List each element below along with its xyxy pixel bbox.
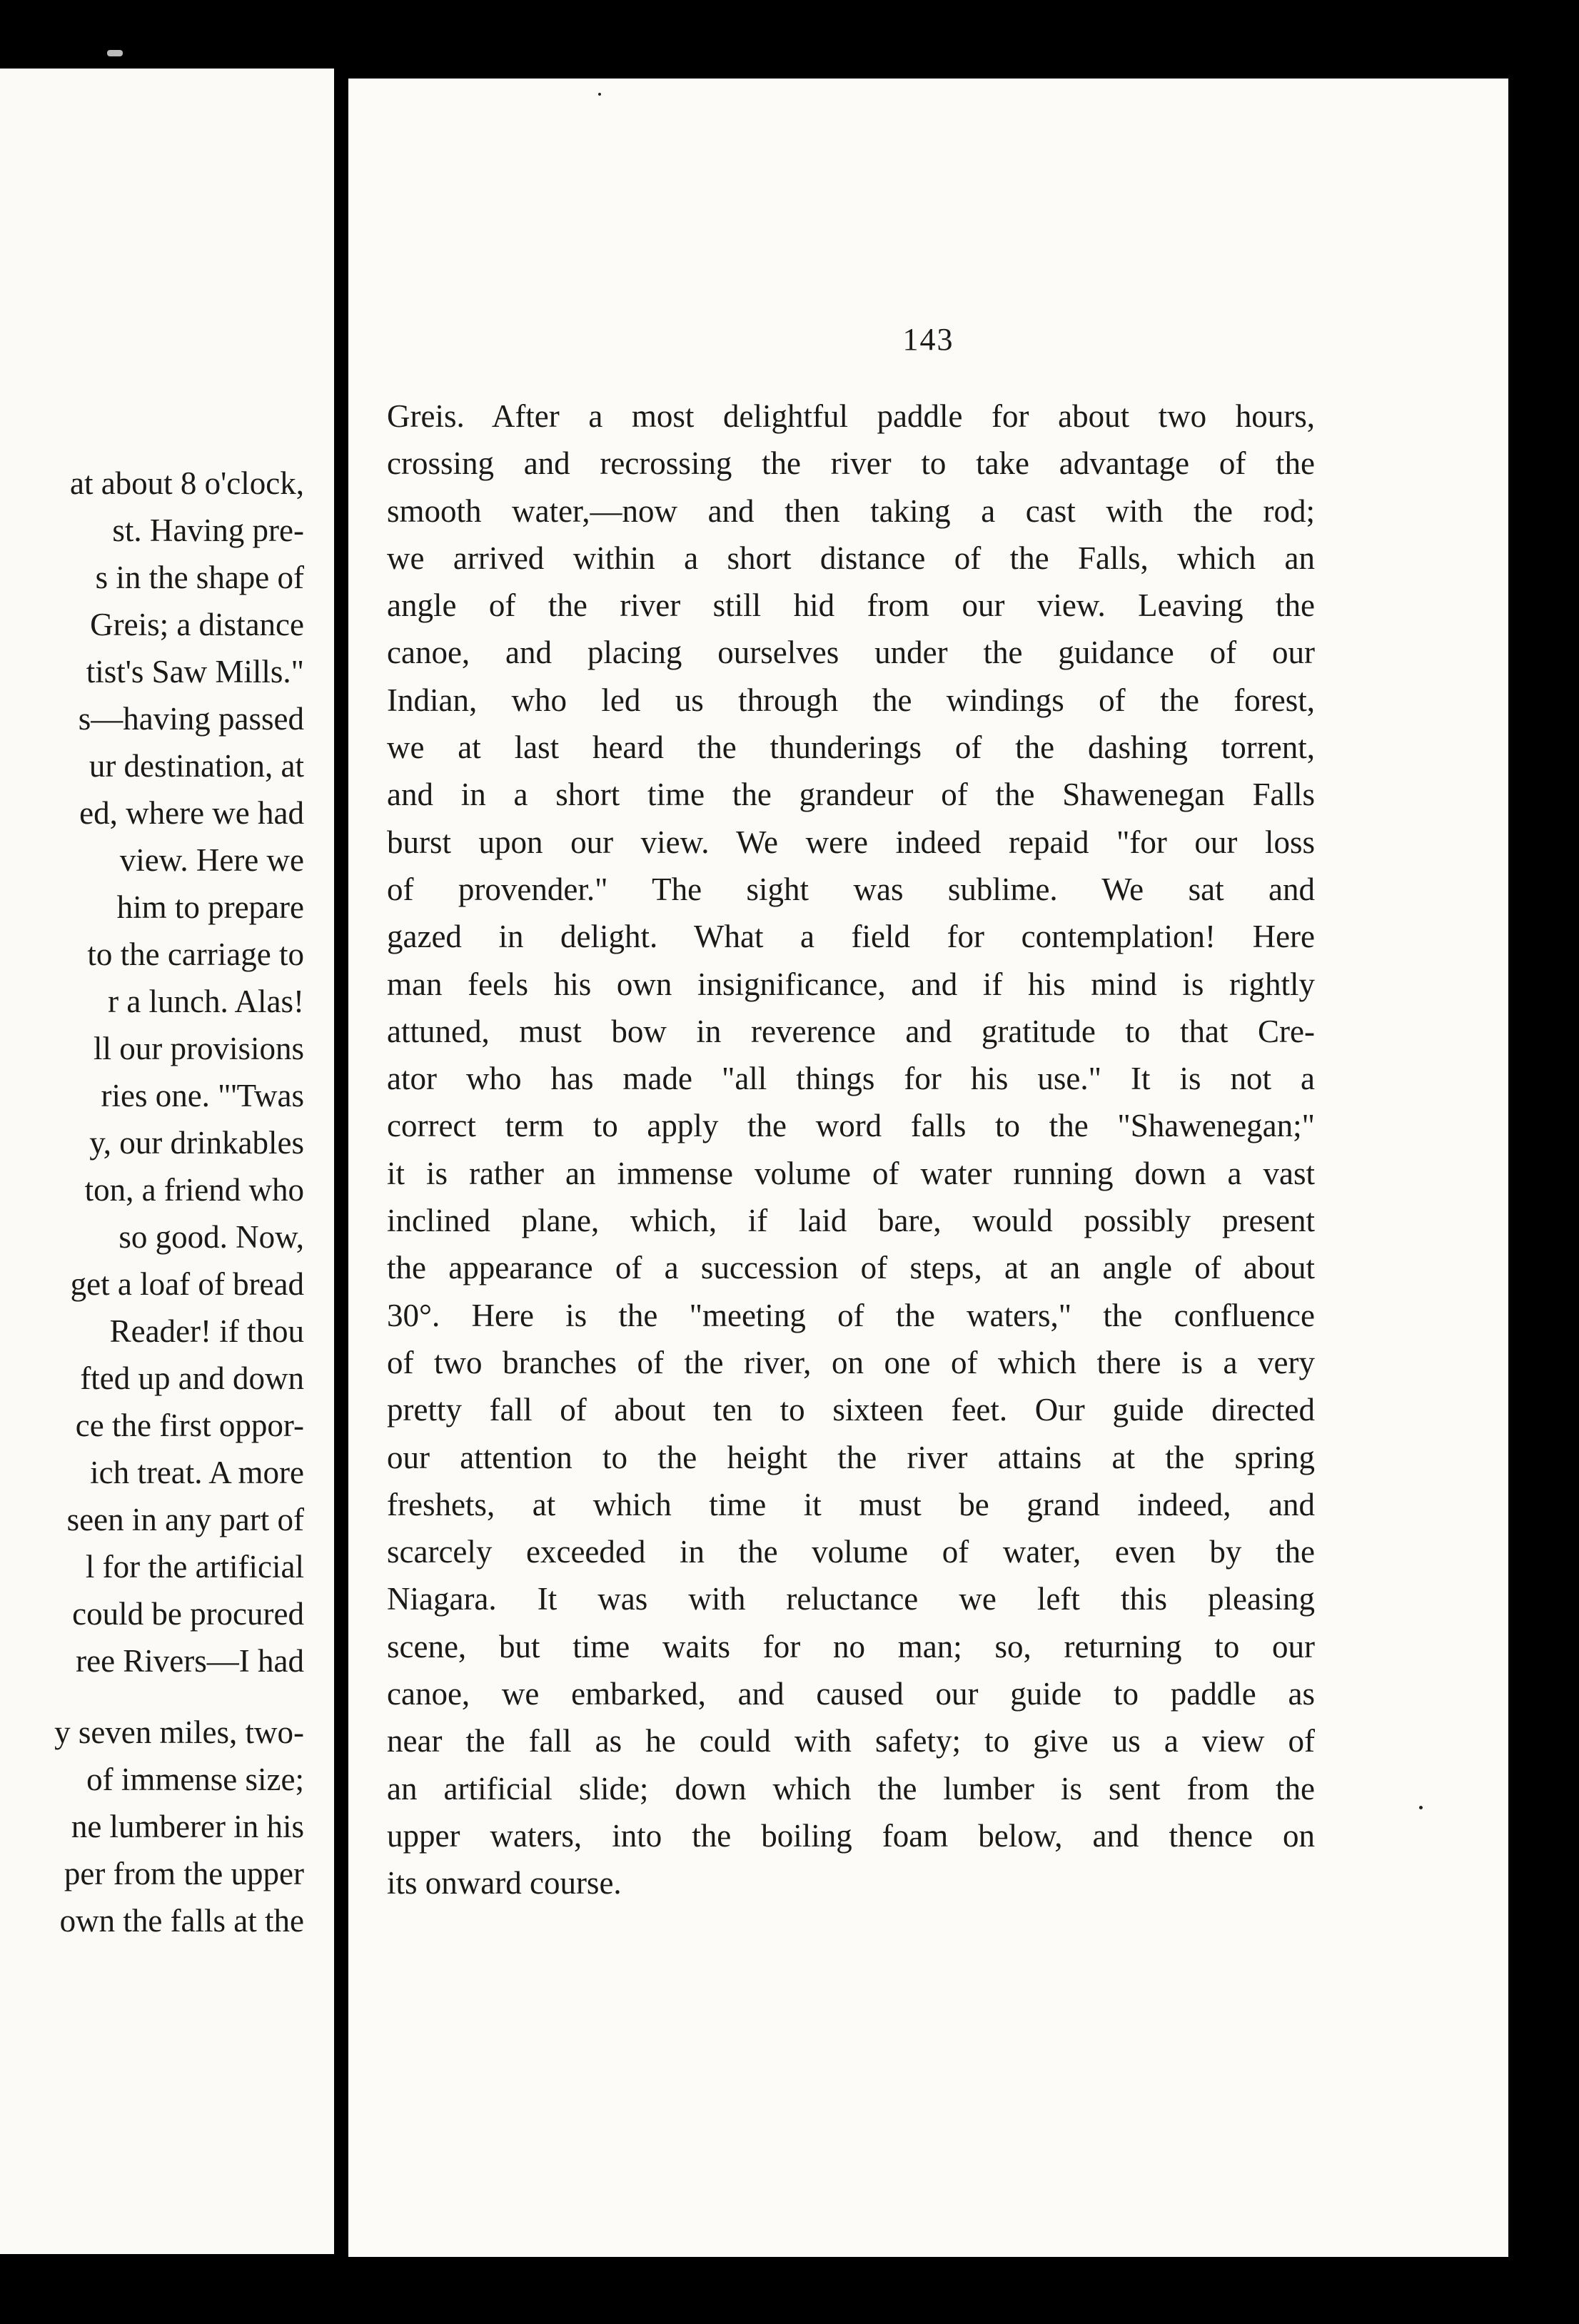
text-line: Niagara. It was with reluctance we left this pleasing [387,1581,1315,1617]
text-line: canoe, and placing ourselves under the guidance of our [387,635,1315,671]
text-line: the appearance of a succession of steps, at an angle of about [387,1250,1315,1286]
left-page-line: ed, where we had [79,795,304,831]
left-page-line: s in the shape of [95,560,304,595]
left-page-line: fted up and down [80,1360,304,1396]
left-page-line: tist's Saw Mills." [86,654,304,689]
left-page-line: ur destination, at [89,748,304,784]
text-line: near the fall as he could with safety; to give us a view of [387,1723,1315,1759]
page-gutter [334,69,348,2254]
text-line: we at last heard the thunderings of the dashing torrent, [387,729,1315,766]
text-line: our attention to the height the river attains at the spring [387,1439,1315,1475]
text-line: it is rather an immense volume of water running down a vast [387,1155,1315,1191]
left-page-line: view. Here we [119,842,304,878]
left-page-line: y seven miles, two- [54,1714,304,1750]
left-page-line: ich treat. A more [90,1455,304,1490]
text-line: Indian, who led us through the windings of the forest, [387,682,1315,718]
text-line: smooth water,—now and then taking a cast with the rod; [387,492,1315,529]
text-line: we arrived within a short distance of the Falls, which an [387,540,1315,576]
text-line: ator who has made "all things for his use." It is not a [387,1061,1315,1097]
text-line: of provender." The sight was sublime. We sat and [387,871,1315,907]
text-line: crossing and recrossing the river to take advantage of the [387,445,1315,482]
left-page-line: r a lunch. Alas! [108,984,304,1019]
left-page-line: ton, a friend who [84,1172,304,1208]
left-page-line: get a loaf of bread [70,1266,304,1302]
right-page [348,79,1508,2257]
text-line: gazed in delight. What a field for contemplation! Here [387,919,1315,955]
text-line: inclined plane, which, if laid bare, would possibly present [387,1203,1315,1239]
text-line: angle of the river still hid from our view. Leaving the [387,587,1315,624]
left-page-line: could be procured [72,1596,304,1632]
specks [598,93,601,96]
text-line: and in a short time the grandeur of the Shawenegan Falls [387,777,1315,813]
left-page-line: per from the upper [64,1856,304,1891]
text-line: attuned, must bow in reverence and gratitude to that Cre- [387,1013,1315,1049]
text-line: canoe, we embarked, and caused our guide to paddle as [387,1676,1315,1712]
left-page-line: Greis; a distance [90,607,304,642]
left-page [0,69,334,2254]
text-line: scene, but time waits for no man; so, returning to our [387,1628,1315,1664]
text-line: pretty fall of about ten to sixteen feet. Our guide directed [387,1392,1315,1428]
left-page-line: him to prepare [116,889,304,925]
left-page-line: ree Rivers—I had [76,1643,304,1679]
text-line: 30°. Here is the "meeting of the waters," the confluence [387,1297,1315,1333]
left-page-line: of immense size; [86,1762,304,1797]
text-line: burst upon our view. We were indeed repaid "for our loss [387,824,1315,860]
specks [1419,1806,1423,1809]
text-line: man feels his own insignificance, and if his mind is rightly [387,966,1315,1002]
left-page-line: ce the first oppor- [75,1408,304,1443]
left-page-line: s—having passed [78,701,304,737]
text-line: correct term to apply the word falls to the "Shawenegan;" [387,1108,1315,1144]
text-line: upper waters, into the boiling foam below, and thence on [387,1817,1315,1854]
left-page-line: so good. Now, [118,1219,304,1255]
body-text [387,393,1315,1907]
left-page-line: ne lumberer in his [71,1809,304,1844]
left-page-line: seen in any part of [66,1502,304,1537]
page-number: 143 [902,322,954,357]
left-page-line: at about 8 o'clock, [69,465,304,501]
text-line: an artificial slide; down which the lumber is sent from the [387,1770,1315,1807]
left-page-line: l for the artificial [85,1549,304,1585]
left-page-line: ries one. "'Twas [101,1078,304,1113]
scan-mark [107,50,123,56]
left-page-line: st. Having pre- [112,512,304,548]
text-line: freshets, at which time it must be grand indeed, and [387,1486,1315,1522]
text-line: scarcely exceeded in the volume of water, even by the [387,1534,1315,1570]
text-line: Greis. After a most delightful paddle for about two hours, [387,398,1315,434]
left-page-line: own the falls at the [59,1903,304,1939]
left-page-line: to the carriage to [87,936,304,972]
left-page-line: Reader! if thou [109,1313,304,1349]
text-line: its onward course. [387,1865,622,1901]
left-page-line: ll our provisions [93,1031,304,1066]
text-line: of two branches of the river, on one of which there is a very [387,1344,1315,1380]
left-page-line: y, our drinkables [89,1125,304,1161]
